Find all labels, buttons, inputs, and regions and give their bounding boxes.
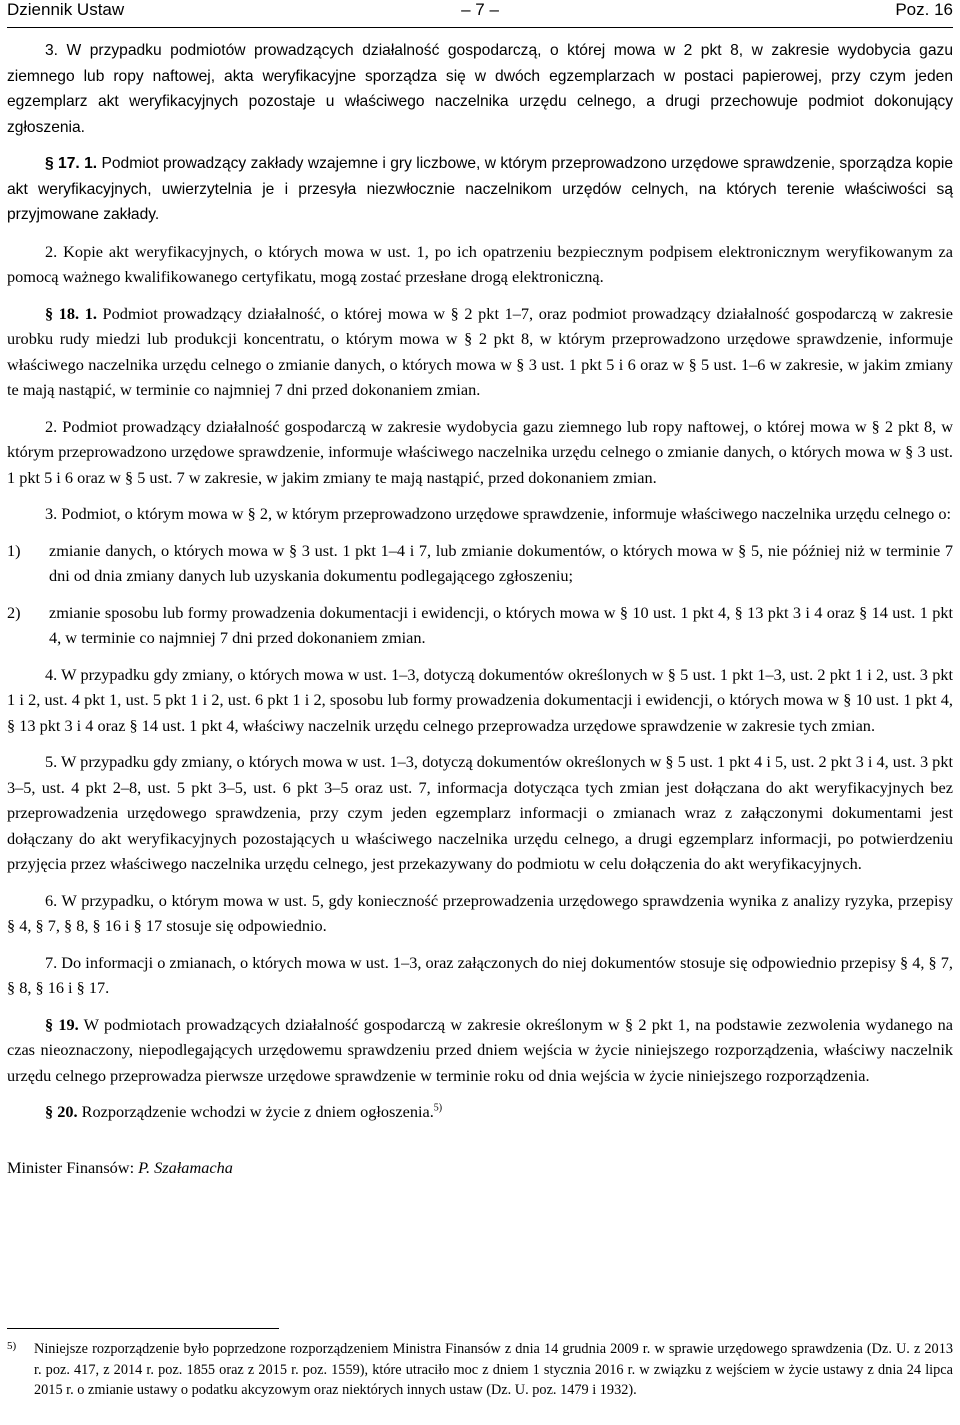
section-17-ust-2: 2. Kopie akt weryfikacyjnych, o których mowa w ust. 1, po ich opatrzeniu bezpiecznym podpisem elektronicznym weryfikowanym za pomocą ważnego kwalifikowanego certyfikatu, mogą zostać przesłane drogą elektroniczną. — [7, 241, 953, 286]
list-item-1-number: 1) — [7, 540, 21, 560]
signature-role: Minister Finansów: — [7, 1157, 139, 1177]
section-17-heading: § 17. 1. — [45, 155, 98, 172]
footnote-mark: 5) — [7, 1340, 17, 1352]
page-header — [7, 0, 953, 26]
list-item-1 — [7, 538, 953, 589]
signature-line — [7, 1155, 953, 1181]
section-19-text: W podmiotach prowadzących działalność gospodarczą w zakresie określonym w § 2 pkt 1, na podstawie zezwolenia wydanego na czas nieoznaczony, niepodlegających urzędowemu sprawdzeniu przed dniem wejścia w życie niniejszego rozporządzenia, właściwy naczelnik urzędu celnego przeprowadza pierwsze urzędowe sprawdzenie w terminie roku od dnia wejścia w życie niniejszego rozporządzenia. — [7, 1014, 954, 1085]
section-18-ust-1-text: Podmiot prowadzący działalność, o której mowa w § 2 pkt 1–7, oraz podmiot prowadzący działalność gospodarczą w zakresie urobku rudy miedzi lub produkcji koncentratu, o którym mowa w § 2 pkt 8, w którym przeprowadzono urzędowe sprawdzenie, informuje właściwego naczelnika urzędu celnego o zmianie danych, o których mowa w § 3 ust. 1 pkt 5 i 6 oraz w § 5 ust. 1–6 w zakresie, w jakim zmiany te mają nastąpić, w terminie co najmniej 7 dni przed dokonaniem zmian. — [7, 303, 953, 399]
footnote-divider — [7, 1328, 279, 1329]
section-18-ust-4: 4. W przypadku gdy zmiany, o których mowa w ust. 1–3, dotyczą dokumentów określonych w § 5 ust. 1 pkt 1–3, ust. 2 pkt 1 i 2, ust. 3 pkt 1 i 2, ust. 4 pkt 1, ust. 5 pkt 1 i 2, ust. 6 pkt 1 i 2, sposobu lub formy prowadzenia dokumentacji i ewidencji, o których mowa w § 10 ust. 1 pkt 4, § 13 pkt 3 i 4 oraz § 14 ust. 1 pkt 4, właściwy naczelnik urzędu celnego przeprowadza urzędowe sprawdzenie w zakresie tych zmian. — [7, 664, 953, 735]
footnote — [7, 1339, 953, 1401]
header-divider — [7, 27, 953, 28]
sans-section — [7, 38, 953, 228]
signature-name: P. Szałamacha — [138, 1157, 233, 1177]
list-item-2-text: zmianie sposobu lub formy prowadzenia dokumentacji i ewidencji, o których mowa w § 10 ust. 1 pkt 4, § 13 pkt 3 i 4 oraz § 14 ust. 1 pkt 4, w terminie co najmniej 7 dni przed dokonaniem zmian. — [49, 602, 953, 647]
section-20-text: Rozporządzenie wchodzi w życie z dniem ogłoszenia. — [77, 1102, 434, 1121]
section-19 — [7, 1012, 953, 1089]
page-number: – 7 – — [461, 0, 499, 19]
list-item-2-number: 2) — [7, 602, 21, 622]
section-18-ust-7: 7. Do informacji o zmianach, o których mowa w ust. 1–3, oraz załączonych do niej dokumentów stosuje się odpowiednio przepisy § 4, § 7, § 8, § 16 i § 17. — [7, 952, 953, 997]
list-item-1-text: zmianie danych, o których mowa w § 3 ust. 1 pkt 1–4 i 7, lub zmianie dokumentów, o których mowa w § 5, nie później niż w terminie 7 dni od dnia zmiany danych lub uzyskania dokumentu podlegającego zgłoszeniu; — [49, 540, 953, 585]
section-18-ust-5: 5. W przypadku gdy zmiany, o których mowa w ust. 1–3, dotyczą dokumentów określonych w § 5 ust. 1 pkt 4 i 5, ust. 2 pkt 3 i 4, ust. 3 pkt 3–5, ust. 4 pkt 2–8, ust. 5 pkt 3–5, ust. 6 pkt 3–5 oraz ust. 7, informacja dotycząca tych zmian jest dołączana do akt weryfikacyjnych bez przeprowadzenia urzędowego sprawdzenia, przy czym jeden egzemplarz informacji o zmianach wraz z załączonymi dokumentami jest dołączany do akt weryfikacyjnych pozostających u właściwego naczelnika urzędu celnego, a drugi egzemplarz informacji, po potwierdzeniu przyjęcia przez właściwego naczelnika urzędu celnego, jest przekazywany do podmiotu w celu dołączenia do akt weryfikacyjnych. — [7, 752, 953, 873]
footnote-text: Niniejsze rozporządzenie było poprzedzone rozporządzeniem Ministra Finansów z dnia 14 grudnia 2009 r. w sprawie urzędowego sprawdzenia (Dz. U. z 2013 r. poz. 417, z 2014 r. poz. 1855 oraz z 2015 r. poz. 1559), które utraciło moc z dniem 1 stycznia 2016 r. w związku z wejściem w życie ustawy z dnia 24 lipca 2015 r. o zmianie ustawy o podatku akcyzowym oraz niektórych innych ustaw (Dz. U. poz. 1479 i 1932). — [34, 1341, 953, 1398]
position-number: Poz. 16 — [895, 0, 953, 19]
list-item-2 — [7, 600, 953, 651]
section-17-ust-1 — [7, 151, 953, 228]
document-body — [7, 38, 953, 1191]
publication-title: Dziennik Ustaw — [7, 0, 125, 19]
section-18-ust-6: 6. W przypadku, o którym mowa w ust. 5, gdy konieczność przeprowadzenia urzędowego sprawdzenia wynika z analizy ryzyka, przepisy § 4, § 7, § 8, § 16 i § 17 stosuje się odpowiednio. — [7, 890, 953, 935]
section-18-ust-1 — [7, 301, 953, 403]
section-18-heading: § 18. 1. — [45, 303, 97, 323]
section-17-ust-1-text: Podmiot prowadzący zakłady wzajemne i gry liczbowe, w którym przeprowadzono urzędowe sprawdzenie, sporządza kopie akt weryfikacyjnych, uwierzytelnia je i przesyła niezwłocznie naczelnikom urzędów celnych, na których terenie właściwości są przyjmowane zakłady. — [7, 155, 953, 223]
section-18-ust-2: 2. Podmiot prowadzący działalność gospodarczą w zakresie wydobycia gazu ziemnego lub ropy naftowej, o której mowa w § 2 pkt 8, w którym przeprowadzono urzędowe sprawdzenie, informuje właściwego naczelnika urzędu celnego o zmianie danych, o których mowa w § 3 ust. 1 pkt 5 i 6 oraz w § 5 ust. 7 w zakresie, w jakim zmiany te mają nastąpić, przed dokonaniem zmian. — [7, 416, 953, 487]
section-20-heading: § 20. — [45, 1102, 78, 1121]
section-19-heading: § 19. — [45, 1014, 79, 1034]
section-20 — [7, 1099, 953, 1125]
footnote-reference: 5) — [433, 1102, 443, 1114]
paragraph-3: 3. W przypadku podmiotów prowadzących działalność gospodarczą, o której mowa w 2 pkt 8, w zakresie wydobycia gazu ziemnego lub ropy naftowej, akta weryfikacyjne sporządza się w dwóch egzemplarzach w postaci papierowej, przy czym jeden egzemplarz akt weryfikacyjnych pozostaje u właściwego naczelnika urzędu celnego, a drugi przechowuje podmiot dokonujący zgłoszenia. — [7, 42, 953, 136]
section-18-ust-3: 3. Podmiot, o którym mowa w § 2, w którym przeprowadzono urzędowe sprawdzenie, informuje właściwego naczelnika urzędu celnego o: — [45, 504, 952, 523]
